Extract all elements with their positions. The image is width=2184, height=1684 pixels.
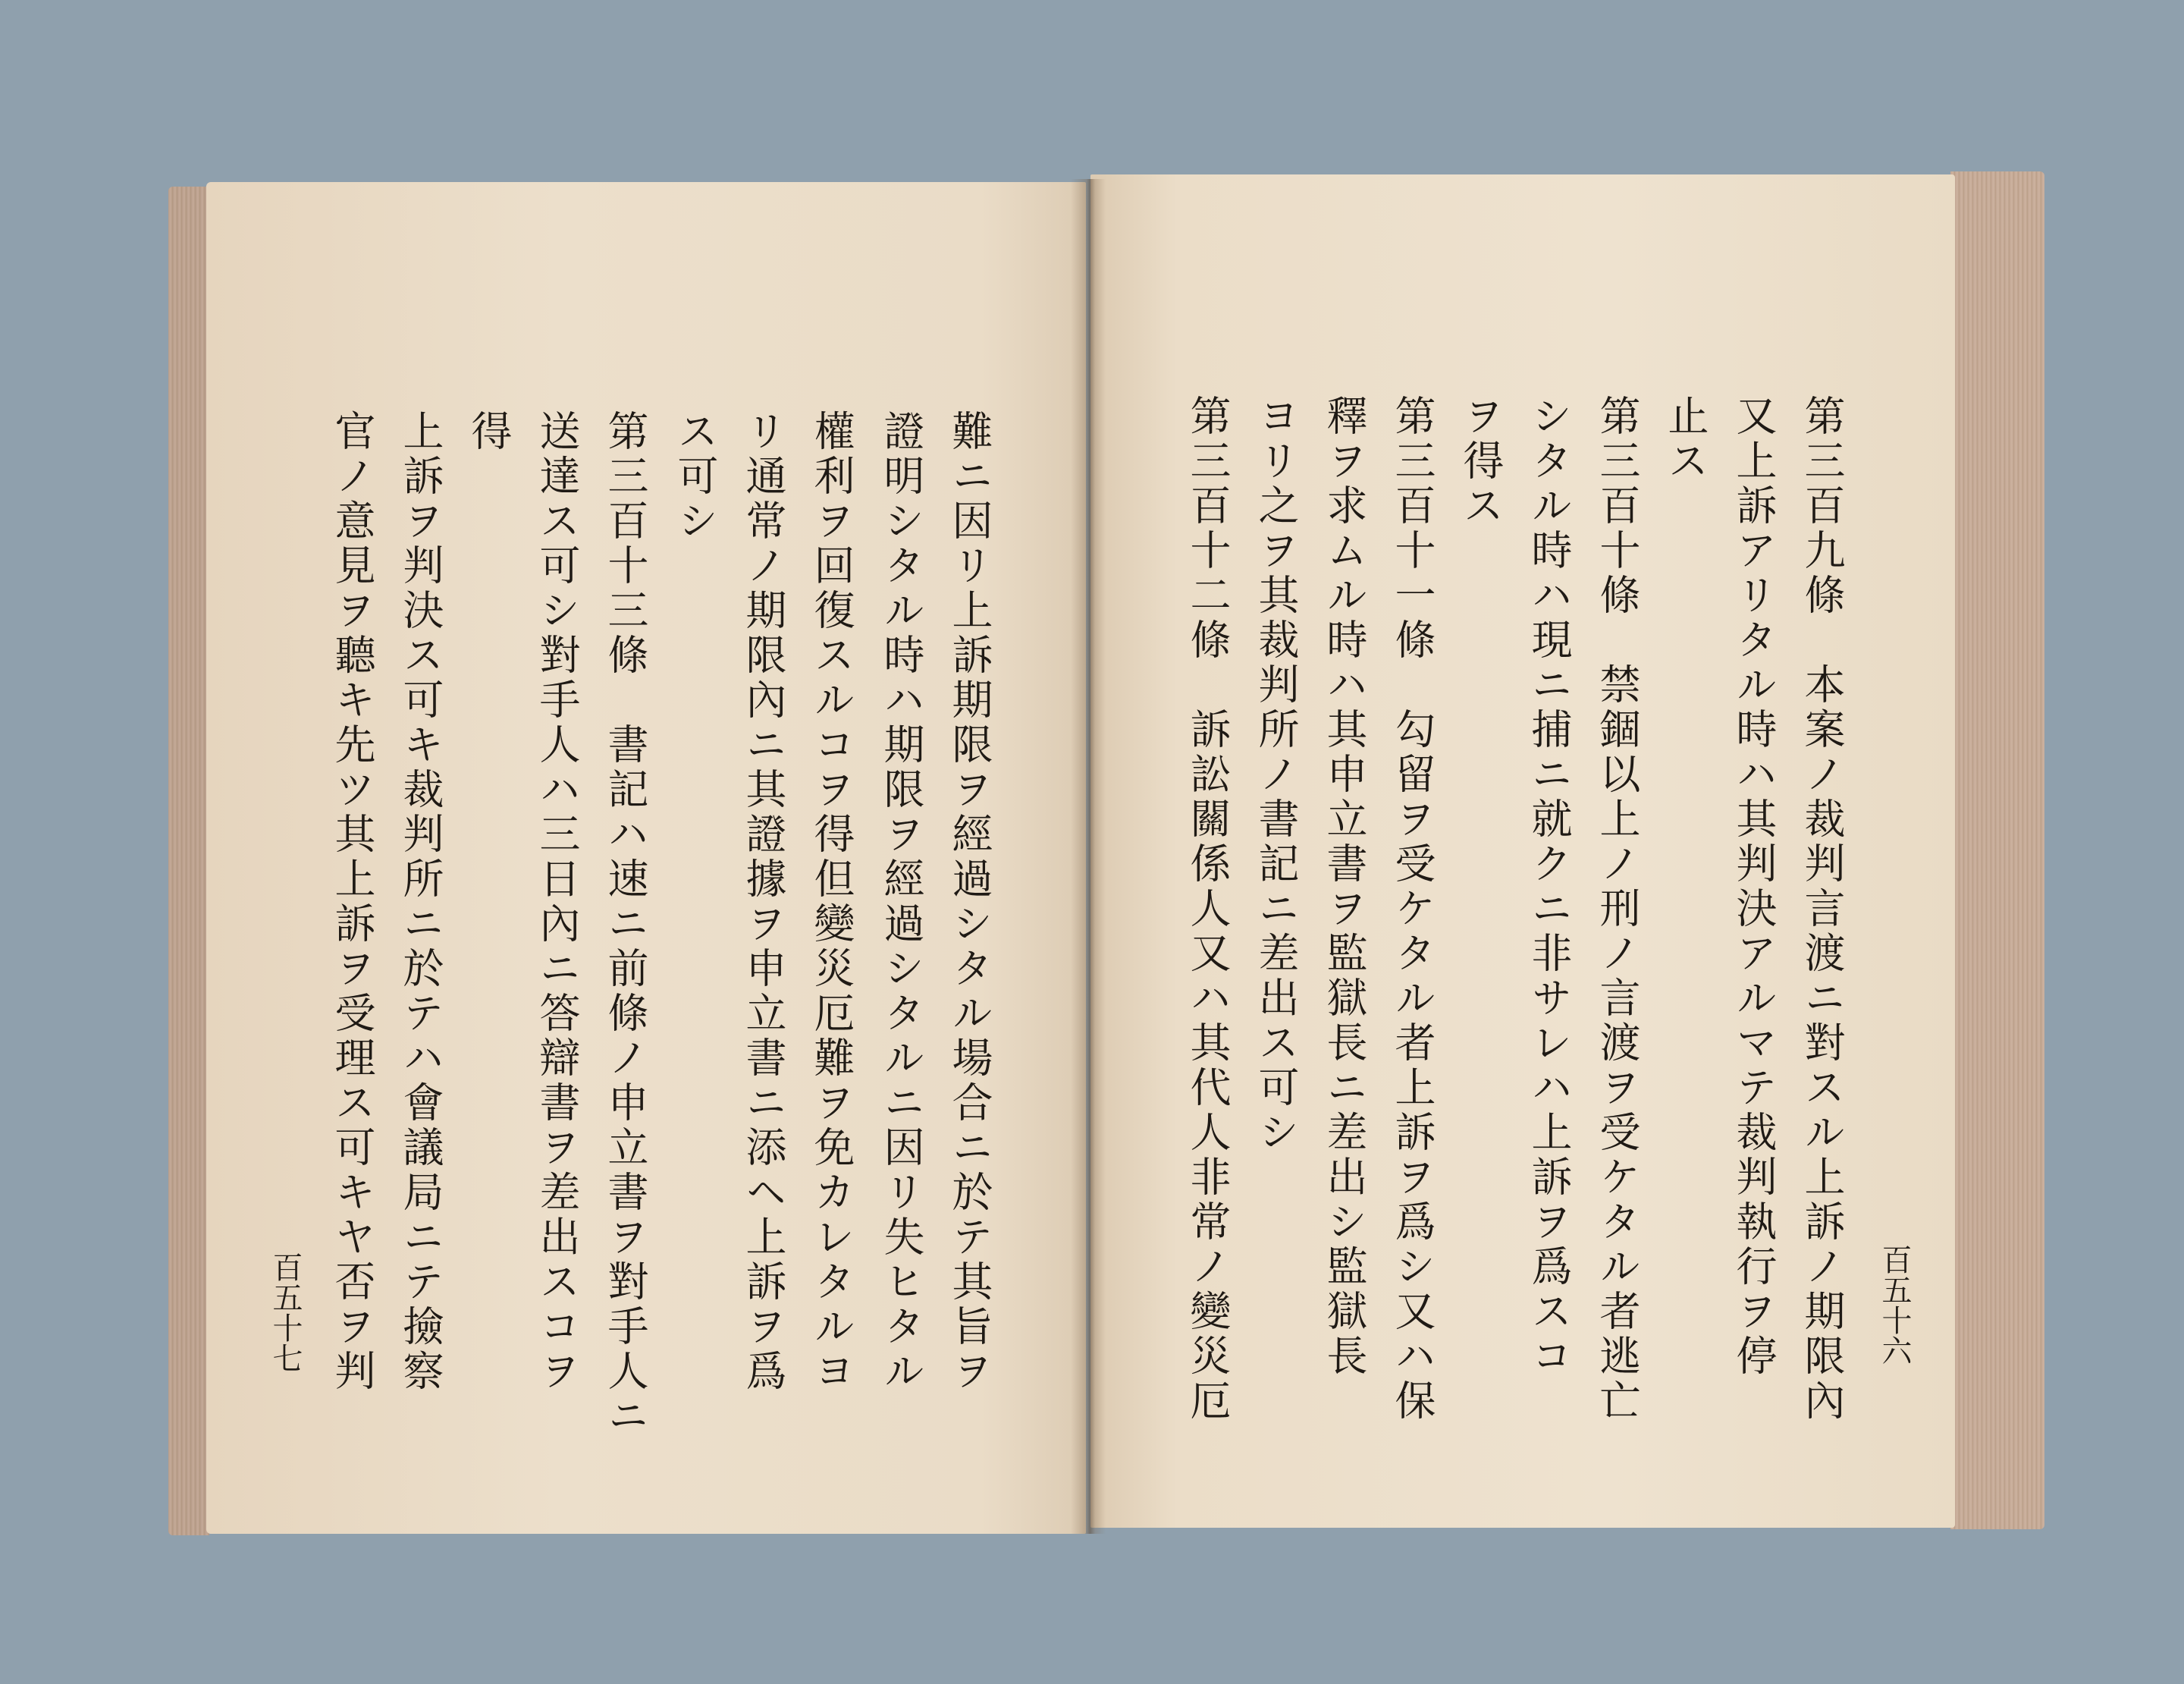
text-column: 難ニ因リ上訴期限ヲ經過シタル場合ニ於テ其旨ヲ bbox=[946, 410, 993, 1394]
text-column: 權利ヲ回復スルコヲ得但變災厄難ヲ免カレタルヨ bbox=[808, 410, 855, 1394]
page-number: 百五十六 bbox=[1877, 1244, 1912, 1365]
text-column: 第三百十三條 書記ハ速ニ前條ノ申立書ヲ對手人ニ bbox=[601, 410, 649, 1439]
text-column: 官ノ意見ヲ聽キ先ツ其上訴ヲ受理ス可キヤ否ヲ判 bbox=[328, 410, 376, 1394]
text-column: 證明シタル時ハ期限ヲ經過シタルニ因リ失ヒタル bbox=[877, 410, 925, 1394]
text-column: 釋ヲ求ムル時ハ其申立書ヲ監獄長ニ差出シ監獄長 bbox=[1320, 394, 1368, 1379]
text-column: 止ス bbox=[1662, 394, 1709, 484]
text-column: ヨリ之ヲ其裁判所ノ書記ニ差出ス可シ bbox=[1252, 394, 1300, 1155]
book-spine bbox=[1071, 179, 1106, 1534]
page-number: 百五十七 bbox=[268, 1252, 303, 1373]
right-page-edges bbox=[1950, 171, 2044, 1529]
text-column: 第三百十條 禁錮以上ノ刑ノ言渡ヲ受ケタル者逃亡 bbox=[1593, 394, 1641, 1424]
text-column: リ通常ノ期限內ニ其證據ヲ申立書ニ添ヘ上訴ヲ爲 bbox=[739, 410, 787, 1394]
left-page-edges bbox=[168, 187, 209, 1535]
text-column: ス可シ bbox=[671, 410, 719, 544]
text-column: ヲ得ス bbox=[1457, 394, 1505, 529]
text-column: 上訴ヲ判決ス可キ裁判所ニ於テハ會議局ニテ撿察 bbox=[397, 410, 444, 1394]
text-column: 又上訴アリタル時ハ其判決アルマテ裁判執行ヲ停 bbox=[1730, 394, 1778, 1379]
text-column: 第三百十一條 勾留ヲ受ケタル者上訴ヲ爲シ又ハ保 bbox=[1389, 394, 1436, 1424]
text-column: 送達ス可シ對手人ハ三日內ニ答辯書ヲ差出スコヲ bbox=[533, 410, 581, 1394]
text-column: 第三百九條 本案ノ裁判言渡ニ對スル上訴ノ期限內 bbox=[1798, 394, 1846, 1424]
text-column: シタル時ハ現ニ捕ニ就クニ非サレハ上訴ヲ爲スコ bbox=[1525, 394, 1573, 1379]
text-column: 得 bbox=[465, 410, 513, 454]
text-column: 第三百十二條 訴訟關係人又ハ其代人非常ノ變災厄 bbox=[1184, 394, 1232, 1424]
